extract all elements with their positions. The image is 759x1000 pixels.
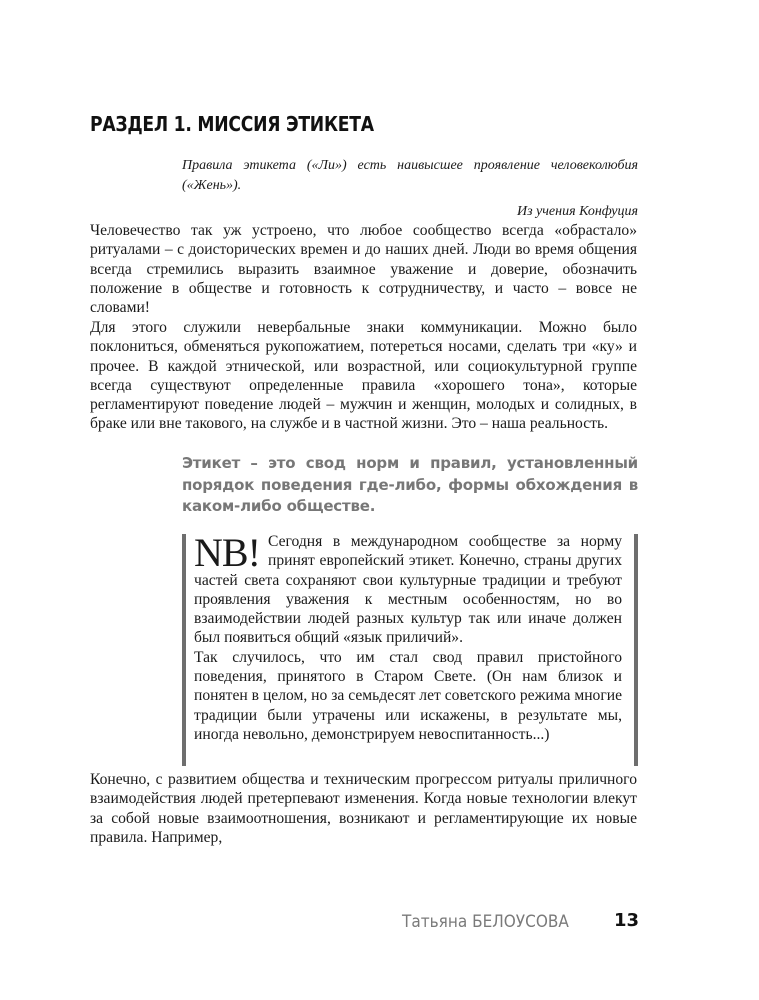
epigraph — [182, 156, 638, 222]
nb-right-bar — [634, 534, 638, 766]
body-paragraph-1: Человечество так уж устроено, что любое сообщество всегда «обрастало» ритуалами – с доисторических времен и до наших дней. Люди во время общения всегда стремились выразить взаимное уважение и доверие, обозначить положение в обществе и готовность к сотрудничеству, и часто – вовсе не словами! — [90, 222, 637, 317]
definition-callout: Этикет – это свод норм и правил, установленный порядок поведения где-либо, формы обхождения в каком-либо обществе. — [182, 454, 638, 515]
body-paragraph-3: Конечно, с развитием общества и техническим прогрессом ритуалы приличного взаимодействия людей претерпевают изменения. Когда новые технологии влекут за собой новые взаимоотношения, возникают и регламентирующие их новые правила. Например, — [90, 771, 637, 846]
body-paragraph-2: Для этого служили невербальные знаки коммуникации. Можно было поклониться, обменяться рукопожатием, потереться носами, сделать три «ку» и прочее. В каждой этнической, или возрастной, или социокультурной группе всегда существуют определенные правила «хорошего тона», которые регламентируют поведение людей – мужчин и женщин, молодых и солидных, в браке или вне такового, на службе и в частной жизни. Это – наша реальность. — [90, 319, 637, 433]
epigraph-source: Из учения Конфуция — [516, 204, 638, 219]
nb-left-bar — [182, 534, 186, 766]
nb-box — [182, 532, 638, 768]
nb-paragraph-2: Так случилось, что им стал свод правил пристойного поведения, принятого в Старом Свете. (Он нам близок и понятен в целом, но за семьдесят лет советского режима многие традиции были утрачены или искажены, в результате мы, иногда невольно, демонстрируем невоспитанность...) — [194, 648, 622, 743]
section-title: РАЗДЕЛ 1. МИССИЯ ЭТИКЕТА — [90, 112, 374, 136]
epigraph-quote: Правила этикета («Ли») есть наивысшее проявление человеколюбия («Жень»). — [182, 158, 638, 193]
nb-paragraph-1: Сегодня в международном сообществе за норму принят европейский этикет. Конечно, страны других частей света сохраняют свои культурные традиции и требуют проявления уважения к местным особенностям, но во взаимодействии людей разных культур так или иначе должен был появиться общий «язык приличий». — [194, 533, 622, 647]
footer-author: Татьяна БЕЛОУСОВА — [402, 912, 569, 932]
nb-label: NB! — [194, 530, 260, 575]
page-number: 13 — [614, 910, 640, 931]
